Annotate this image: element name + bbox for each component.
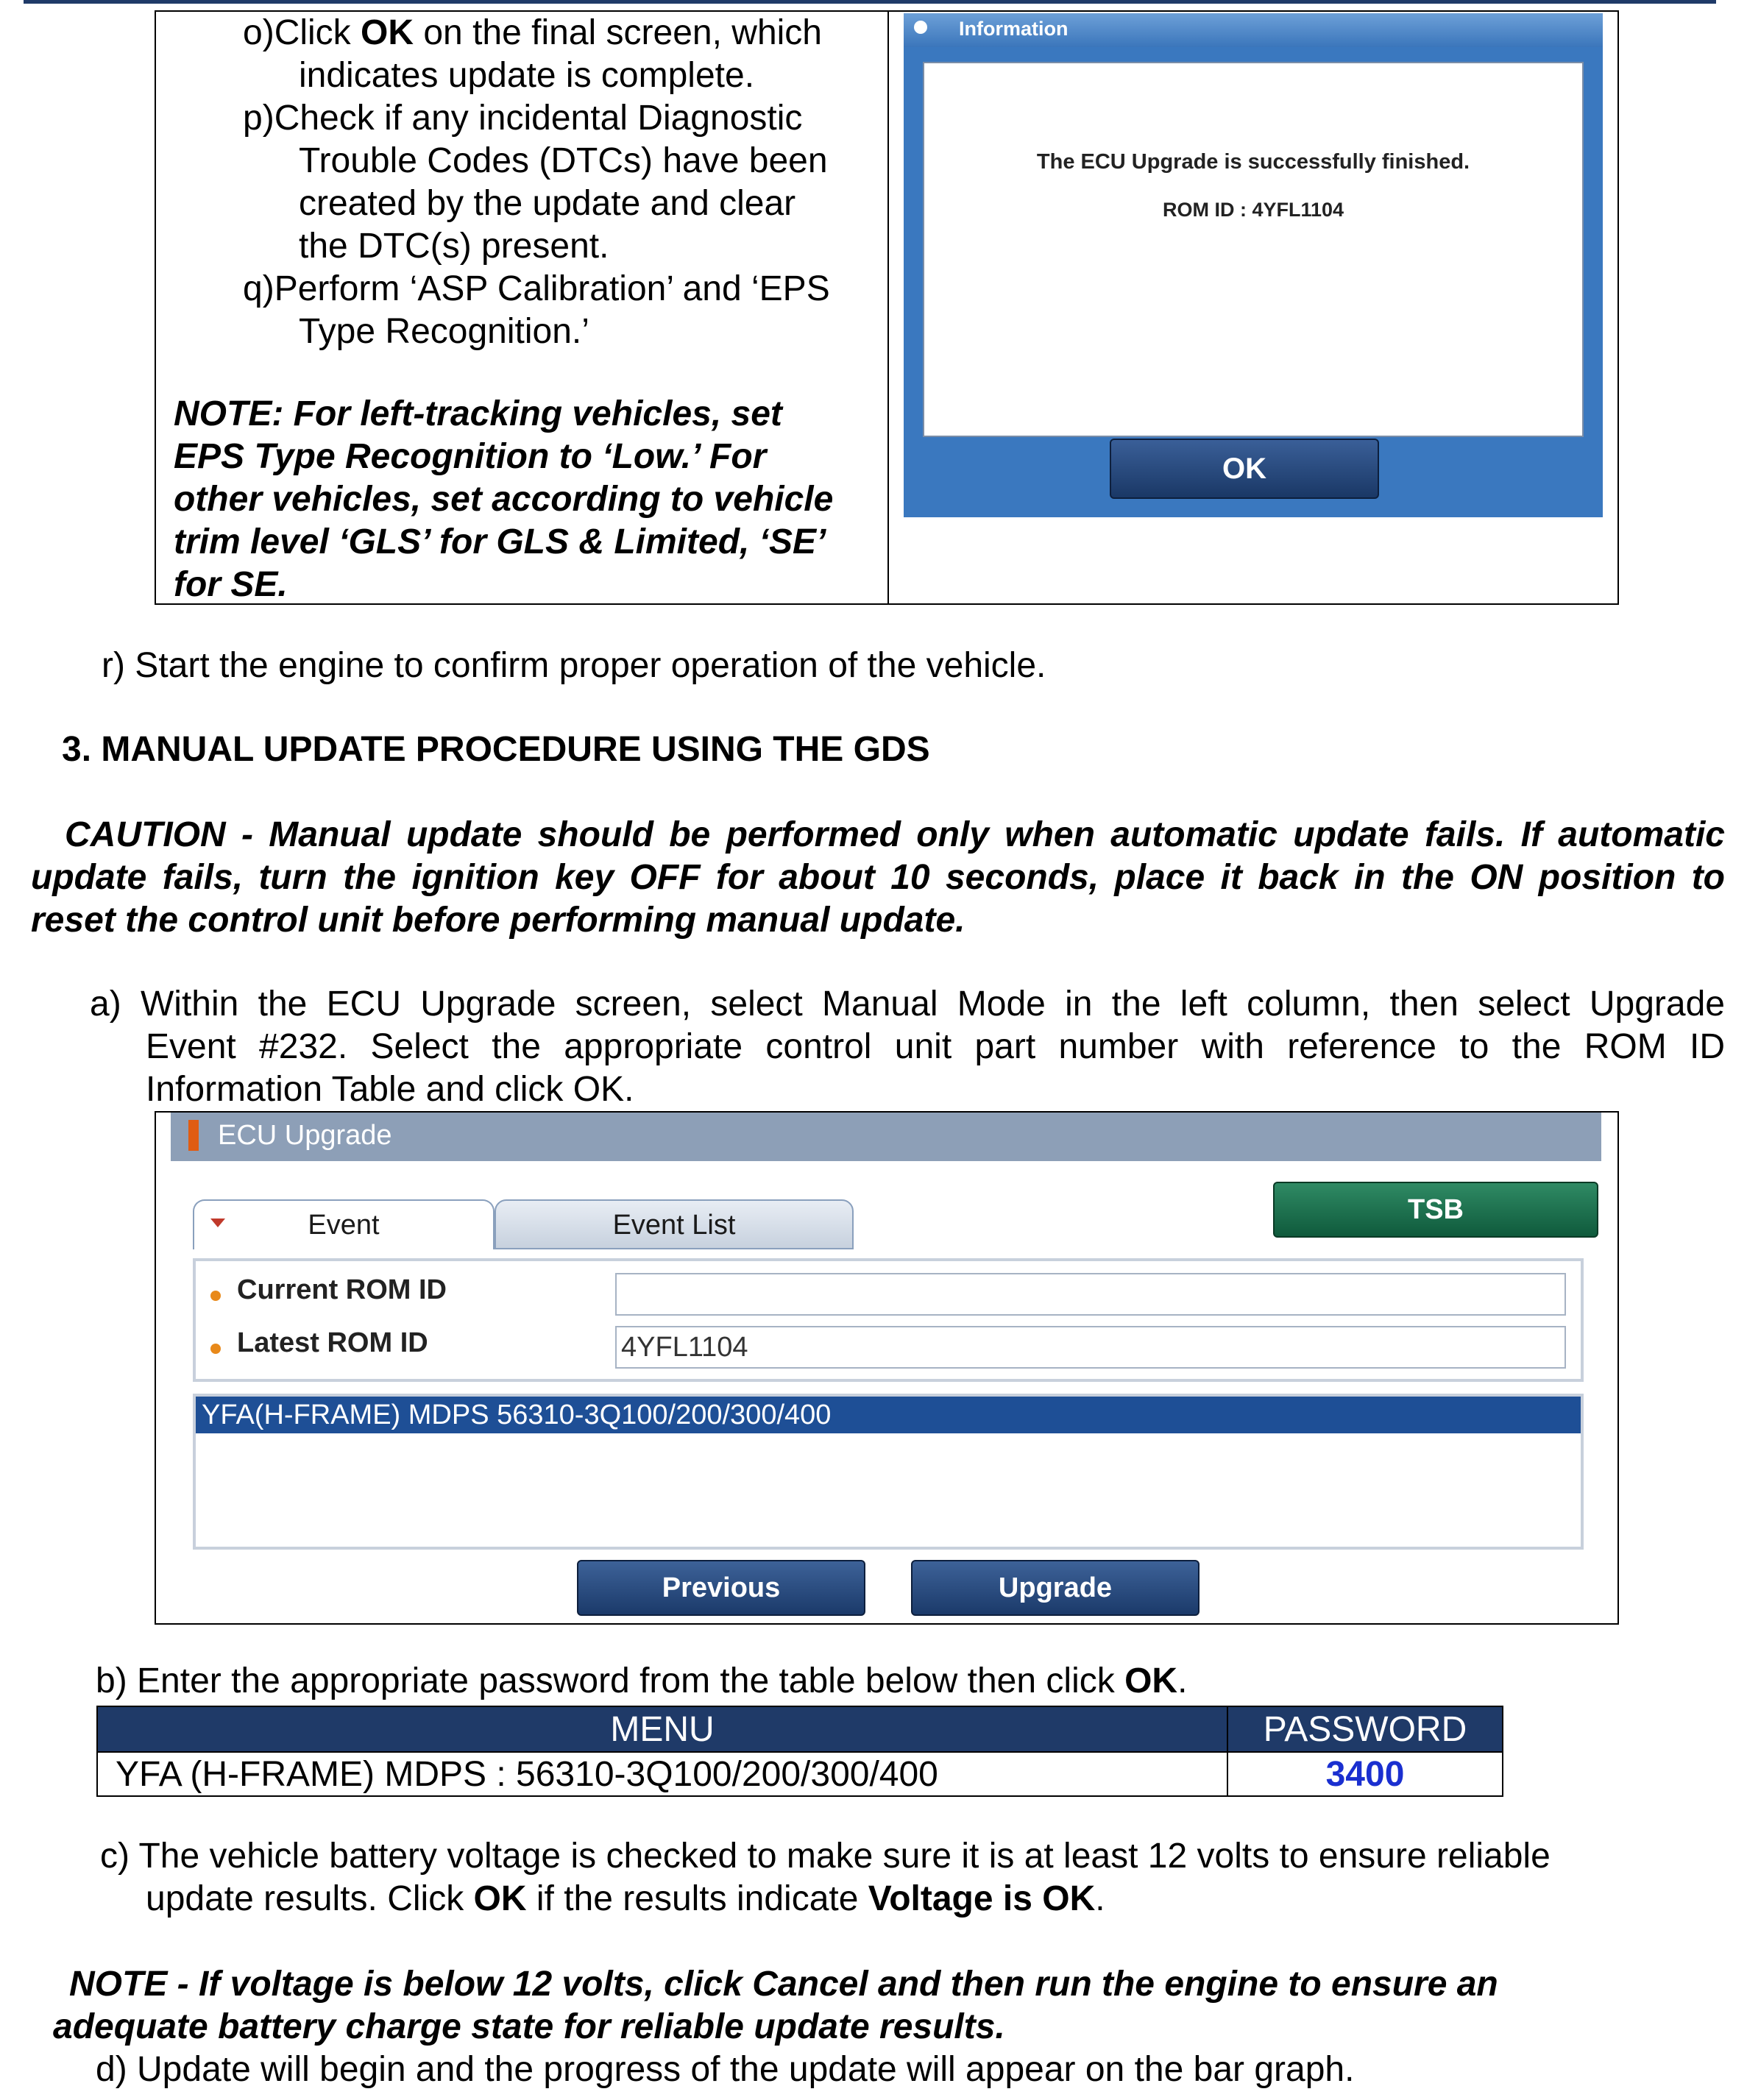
info-rom-id: ROM ID : 4YFL1104 (1162, 199, 1344, 221)
tsb-button[interactable]: TSB (1273, 1182, 1598, 1238)
step-p-line1: p)Check if any incidental Diagnostic (243, 99, 803, 138)
step-b: b) Enter the appropriate password from the table below then click OK. (96, 1661, 1188, 1700)
note-line2: EPS Type Recognition to ‘Low.’ For (174, 437, 767, 476)
list-item-selected[interactable]: YFA(H-FRAME) MDPS 56310-3Q100/200/300/400 (196, 1397, 1581, 1433)
caution-line3: reset the control unit before performing manual update. (31, 901, 965, 940)
step-a-line1: a) Within the ECU Upgrade screen, select Manual Mode in the left column, then select Upgrade (90, 985, 1725, 1024)
tab-event-list[interactable] (495, 1199, 854, 1249)
note-line5: for SE. (174, 565, 288, 604)
info-ok-button[interactable]: OK (1110, 439, 1379, 499)
upgrade-button[interactable]: Upgrade (911, 1560, 1199, 1616)
step-o-line1: o)Click OK on the final screen, which (243, 13, 822, 52)
step-a-line2: Event #232. Select the appropriate control unit part number with reference to the ROM ID (146, 1027, 1725, 1066)
latest-rom-label: Latest ROM ID (237, 1327, 428, 1358)
info-body (923, 62, 1584, 437)
step-a-line3: Information Table and click OK. (146, 1070, 634, 1109)
info-message: The ECU Upgrade is successfully finished. (1036, 150, 1470, 174)
step-o-line2: indicates update is complete. (299, 56, 755, 95)
bullet-dot-icon (210, 1291, 221, 1301)
top-rule (24, 0, 1716, 4)
previous-button[interactable]: Previous (577, 1560, 865, 1616)
note-voltage-line2: adequate battery charge state for reliable update results. (53, 2007, 1005, 2046)
menu-cell: YFA (H-FRAME) MDPS : 56310-3Q100/200/300/400 (97, 1752, 1227, 1796)
rom-id-box (193, 1258, 1584, 1382)
password-table (96, 1706, 1503, 1797)
ecu-title-bar (171, 1113, 1601, 1161)
section-3-heading: 3. MANUAL UPDATE PROCEDURE USING THE GDS (62, 730, 930, 769)
latest-rom-field[interactable]: 4YFL1104 (615, 1326, 1566, 1369)
note-voltage-line1: NOTE - If voltage is below 12 volts, click Cancel and then run the engine to ensure an (69, 1965, 1498, 2004)
step-r: r) Start the engine to confirm proper operation of the vehicle. (102, 646, 1046, 685)
password-table-header (97, 1706, 1503, 1752)
step-p-line4: the DTC(s) present. (299, 227, 609, 266)
step-p-line3: created by the update and clear (299, 184, 796, 223)
note-line3: other vehicles, set according to vehicle (174, 480, 834, 519)
password-header: PASSWORD (1227, 1706, 1503, 1752)
caution-line2: update fails, turn the ignition key OFF for about 10 seconds, place it back in the ON position to (31, 858, 1725, 897)
note-line1: NOTE: For left-tracking vehicles, set (174, 394, 782, 433)
step-q-line2: Type Recognition.’ (299, 312, 589, 351)
password-cell: 3400 (1227, 1752, 1503, 1796)
bullet-dot-icon (210, 1344, 221, 1354)
info-title: Information (959, 18, 1069, 40)
tab-event[interactable] (193, 1199, 495, 1249)
event-list-box[interactable] (193, 1394, 1584, 1550)
caution-line1: CAUTION - Manual update should be performed only when automatic update fails. If automatic (65, 815, 1725, 854)
note-line4: trim level ‘GLS’ for GLS & Limited, ‘SE’ (174, 522, 826, 561)
step-c-line2: update results. Click OK if the results indicate Voltage is OK. (146, 1879, 1105, 1918)
info-icon (914, 21, 927, 34)
ecu-title: ECU Upgrade (218, 1120, 392, 1151)
table-divider (887, 12, 889, 603)
step-q-line1: q)Perform ‘ASP Calibration’ and ‘EPS (243, 269, 830, 308)
current-rom-field[interactable] (615, 1273, 1566, 1316)
step-d: d) Update will begin and the progress of the update will appear on the bar graph. (96, 2050, 1355, 2089)
ecu-title-icon (188, 1120, 199, 1151)
current-rom-label: Current ROM ID (237, 1274, 447, 1305)
info-title-bar (904, 13, 1603, 47)
info-dialog (904, 13, 1603, 517)
tab-event-label: Event (308, 1210, 380, 1241)
table-row (97, 1752, 1503, 1796)
step-c-line1: c) The vehicle battery voltage is checked to make sure it is at least 12 volts to ensure reliable (100, 1837, 1551, 1876)
menu-header: MENU (97, 1706, 1227, 1752)
step-p-line2: Trouble Codes (DTCs) have been (299, 141, 828, 180)
tab-event-list-label: Event List (612, 1210, 736, 1241)
